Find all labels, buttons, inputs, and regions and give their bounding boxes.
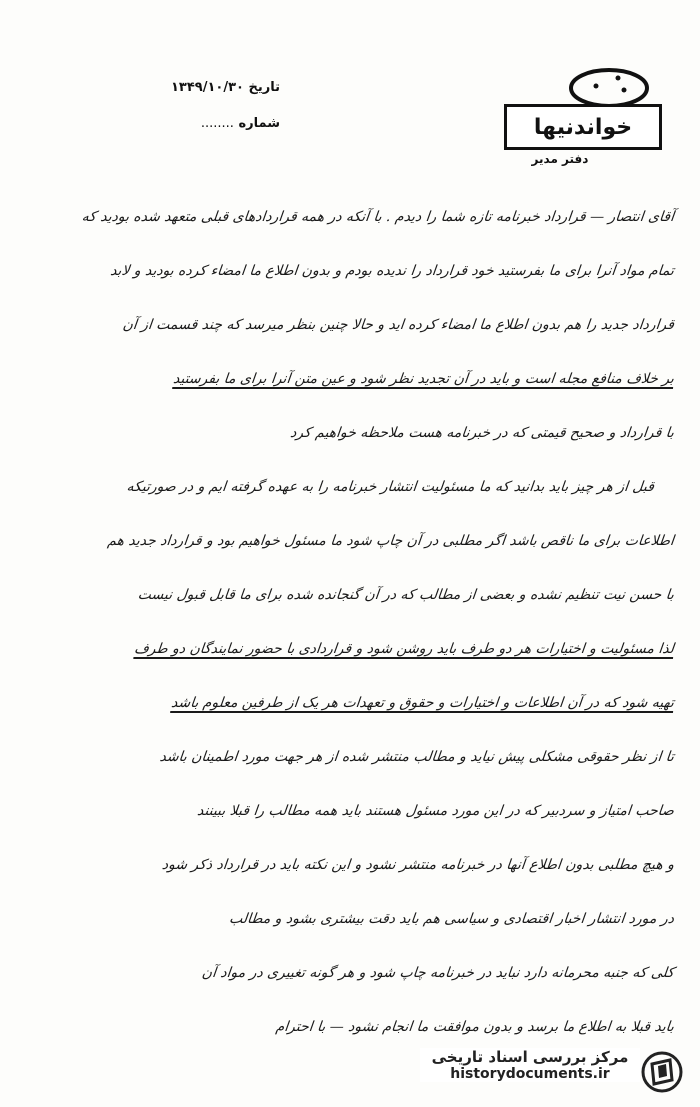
letterhead-emblem (566, 64, 652, 108)
letter-line: آقای انتصار — قرارداد خبرنامه تازه شما را دیدم . با آنکه در همه قراردادهای قبلی متعهد شده بودید که (80, 209, 675, 225)
office-label: دفتر مدیر (531, 152, 589, 166)
archive-logo-icon (640, 1050, 684, 1094)
letter-line: کلی که جنبه محرمانه دارد نباید در خبرنامه چاپ شود و هر گونه تغییری در مواد آن (200, 965, 675, 981)
letter-line: با حسن نیت تنظیم نشده و بعضی از مطالب که در آن گنجانده شده برای ما قابل قبول نیست (136, 587, 675, 603)
letter-line: صاحب امتیاز و سردبیر که در این مورد مسئول هستند باید همه مطالب را قبلا ببینند (196, 803, 675, 819)
letter-line: تمام مواد آنرا برای ما بفرستید خود قرارداد را ندیده بودم و بدون اطلاع ما امضاء کرده بودید و لابد (109, 263, 675, 279)
watermark-url: historydocuments.ir (450, 1066, 610, 1082)
letter-line: باید قبلا به اطلاع ما برسد و بدون موافقت ما انجام نشود — با احترام (274, 1019, 675, 1035)
archive-watermark (420, 1048, 640, 1082)
date-label: تاریخ (248, 80, 280, 95)
letter-line: تا از نظر حقوقی مشکلی پیش نیاید و مطالب منتشر شده از هر جهت مورد اطمینان باشد (158, 749, 675, 765)
letter-line: در مورد انتشار اخبار اقتصادی و سیاسی هم باید دقت بیشتری بشود و مطالب (228, 911, 675, 927)
letter-line: و هیچ مطلبی بدون اطلاع آنها در خبرنامه منتشر نشود و این نکته باید در قرارداد ذکر شود (161, 857, 675, 873)
letter-line: اطلاعات برای ما ناقص باشد اگر مطلبی در آن چاپ شود ما مسئول خواهیم بود و قرارداد جدید هم (106, 533, 675, 549)
letter-line: با قرارداد و صحیح قیمتی که در خبرنامه هست ملاحظه خواهیم کرد (289, 425, 675, 441)
date-value: ۱۳۴۹/۱۰/۳۰ (170, 80, 244, 95)
logo-text: خواندنیها (533, 114, 633, 140)
letter-line: تهیه شود که در آن اطلاعات و اختیارات و حقوق و تعهدات هر یک از طرفین معلوم باشد (170, 695, 675, 711)
letterhead-logo (504, 104, 662, 150)
letter-line: قرارداد جدید را هم بدون اطلاع ما امضاء کرده اید و حالا چنین بنظر میرسد که چند قسمت از آن (121, 317, 675, 333)
letter-line: لذا مسئولیت و اختیارات هر دو طرف باید روشن شود و قراردادی با حضور نمایندگان دو طرف (133, 641, 675, 657)
number-label: شماره (238, 116, 280, 131)
letter-line: قبل از هر چیز باید بدانید که ما مسئولیت انتشار خبرنامه را به عهده گرفته ایم و در صورتیکه (125, 479, 655, 495)
date-row (40, 80, 280, 95)
number-row (40, 116, 280, 131)
number-value: ........ (200, 116, 234, 131)
letter-body (34, 190, 674, 1054)
watermark-title: مرکز بررسی اسناد تاریخی (431, 1048, 629, 1066)
letter-line: بر خلاف منافع مجله است و باید در آن تجدید نظر شود و عین متن آنرا برای ما بفرستید (172, 371, 675, 387)
